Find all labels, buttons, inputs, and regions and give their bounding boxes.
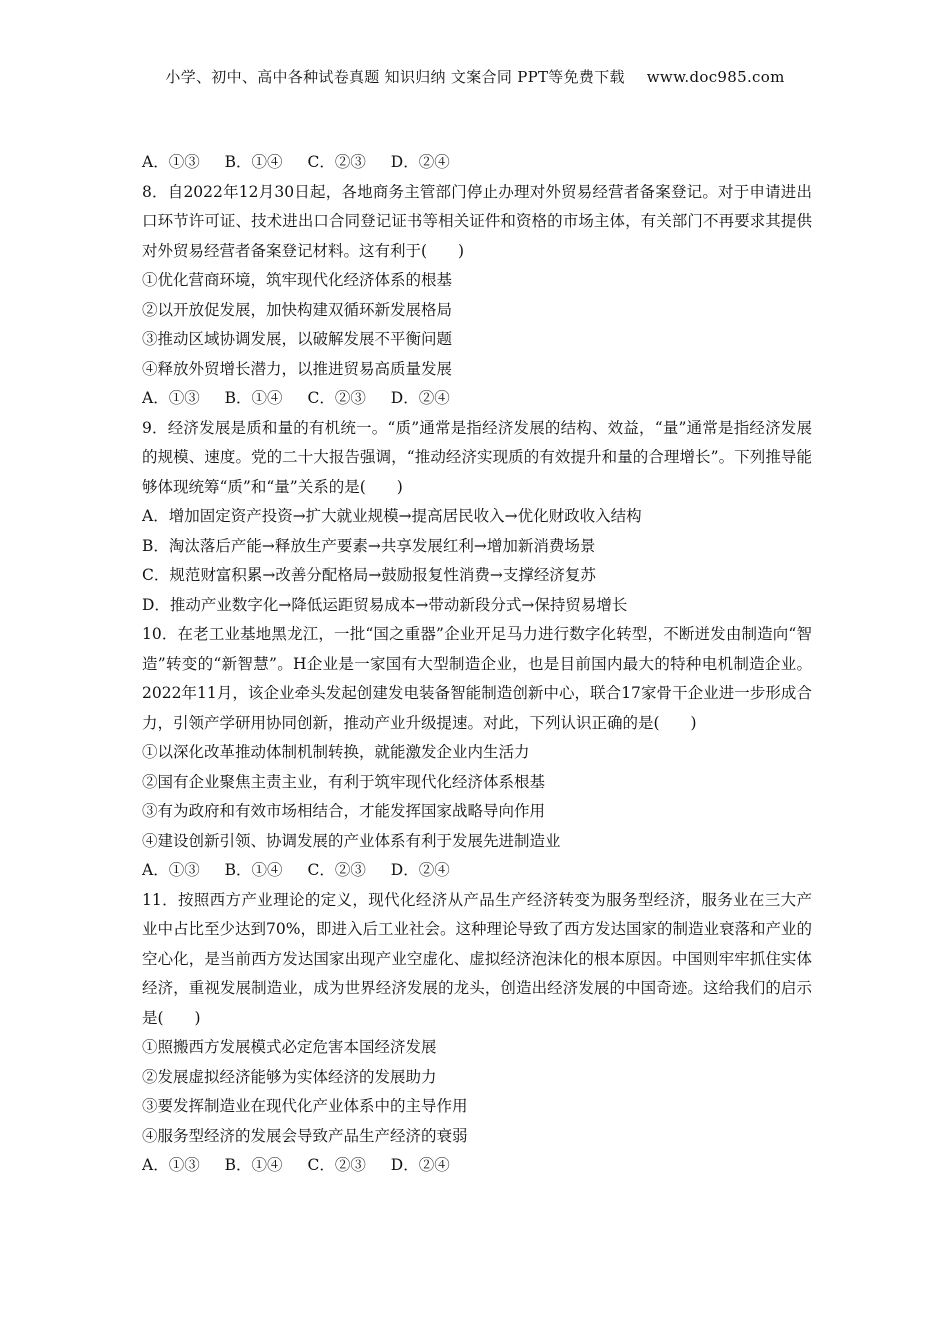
option-d: D．②④	[390, 153, 450, 171]
header-site: www.doc985.com	[646, 68, 785, 86]
option-b: B．①④	[224, 861, 283, 879]
q11-item-3: ③要发挥制造业在现代化产业体系中的主导作用	[142, 1097, 468, 1115]
option-a: A．①③	[142, 1156, 200, 1174]
q8-item-2: ②以开放促发展，加快构建双循环新发展格局	[142, 300, 453, 319]
q11-item-2: ②发展虚拟经济能够为实体经济的发展助力	[142, 1067, 437, 1086]
option-c: C．②③	[307, 389, 366, 407]
option-a: A．①③	[142, 153, 200, 171]
option-c: C．②③	[307, 1156, 366, 1174]
option-b: B．①④	[224, 153, 283, 171]
option-d: D．②④	[390, 861, 450, 879]
option-d: D．②④	[390, 1156, 450, 1174]
option-c: C．②③	[307, 861, 366, 879]
option-a: A．①③	[142, 389, 200, 407]
q9-choice-b: B．淘汰落后产能→释放生产要素→共享发展红利→增加新消费场景	[142, 536, 596, 555]
option-b: B．①④	[224, 389, 283, 407]
q9-stem: 9．经济发展是质和量的有机统一。“质”通常是指经济发展的结构、效益，“量”通常是指经济发展的规模、速度。党的二十大报告强调，“推动经济实现质的有效提升和量的合理增长”。下列推导能够体现统筹“质”和“量”关系的是( )	[142, 418, 812, 496]
q11-options	[142, 1151, 812, 1181]
q10-item-4: ④建设创新引领、协调发展的产业体系有利于发展先进制造业	[142, 831, 561, 850]
q11-item-4: ④服务型经济的发展会导致产品生产经济的衰弱	[142, 1126, 468, 1145]
q9-choice-d: D．推动产业数字化→降低运距贸易成本→带动新段分式→保持贸易增长	[142, 595, 628, 614]
option-c: C．②③	[307, 153, 366, 171]
q9-choice-a: A．增加固定资产投资→扩大就业规模→提高居民收入→优化财政收入结构	[142, 507, 642, 525]
option-a: A．①③	[142, 861, 200, 879]
q8-item-1: ①优化营商环境，筑牢现代化经济体系的根基	[142, 271, 453, 289]
page-header	[0, 66, 950, 87]
exam-content	[142, 148, 812, 1181]
q7-options	[142, 148, 812, 178]
q9-choice-c: C．规范财富积累→改善分配格局→鼓励报复性消费→支撑经济复苏	[142, 566, 596, 584]
q10-options	[142, 856, 812, 886]
q10-item-1: ①以深化改革推动体制机制转换，就能激发企业内生活力	[142, 743, 530, 761]
option-b: B．①④	[224, 1156, 283, 1174]
q11-stem: 11．按照西方产业理论的定义，现代化经济从产品生产经济转变为服务型经济，服务业在三大产业中占比至少达到70%，即进入后工业社会。这种理论导致了西方发达国家的制造业衰落和产业的空心化，是当前西方发达国家出现产业空虚化、虚拟经济泡沫化的根本原因。中国则牢牢抓住实体经济，重视发展制造业，成为世界经济发展的龙头，创造出经济发展的中国奇迹。这给我们的启示是( )	[142, 890, 812, 1027]
q8-stem: 8．自2022年12月30日起，各地商务主管部门停止办理对外贸易经营者备案登记。对于申请进出口环节许可证、技术进出口合同登记证书等相关证件和资格的市场主体，有关部门不再要求其提供对外贸易经营者备案登记材料。这有利于( )	[142, 182, 812, 260]
q10-stem: 10．在老工业基地黑龙江，一批“国之重器”企业开足马力进行数字化转型，不断迸发由制造向“智造”转变的“新智慧”。H企业是一家国有大型制造企业，也是目前国内最大的特种电机制造企业。2022年11月，该企业牵头发起创建发电装备智能制造创新中心，联合17家骨干企业进一步形成合力，引领产学研用协同创新，推动产业升级提速。对此，下列认识正确的是( )	[142, 625, 812, 732]
option-d: D．②④	[390, 389, 450, 407]
q8-options	[142, 384, 812, 414]
header-text: 小学、初中、高中各种试卷真题 知识归纳 文案合同 PPT等免费下载	[165, 68, 625, 86]
q10-item-2: ②国有企业聚焦主责主业，有利于筑牢现代化经济体系根基	[142, 772, 546, 791]
q11-item-1: ①照搬西方发展模式必定危害本国经济发展	[142, 1038, 437, 1056]
q10-item-3: ③有为政府和有效市场相结合，才能发挥国家战略导向作用	[142, 802, 546, 820]
q8-item-3: ③推动区域协调发展，以破解发展不平衡问题	[142, 330, 453, 348]
q8-item-4: ④释放外贸增长潜力，以推进贸易高质量发展	[142, 359, 453, 378]
